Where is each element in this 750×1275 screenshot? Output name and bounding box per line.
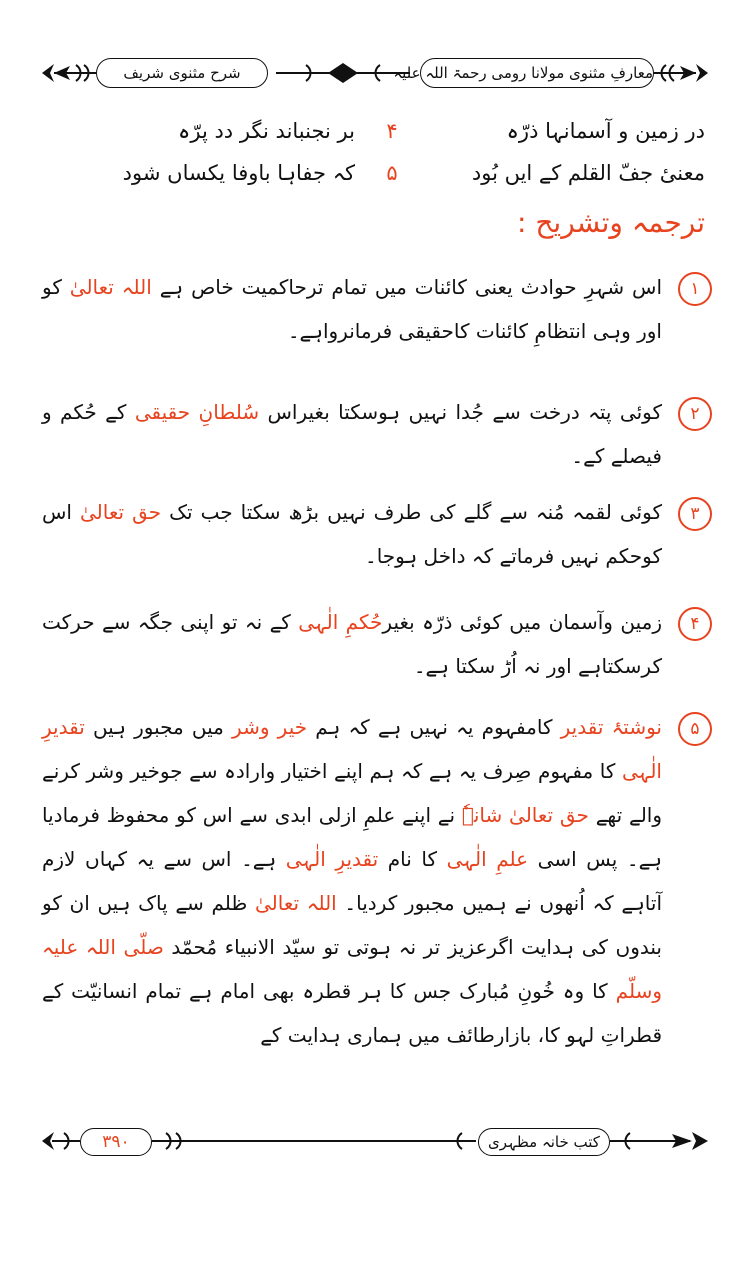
verse-line bbox=[45, 110, 705, 152]
body-text: زمین وآسمان میں کوئی ذرّہ بغیر bbox=[382, 610, 662, 634]
body-text: ہے۔ اس سے یہ کہاں لازم آتاہے کہ اُنھوں نے ہمیں مجبور کردیا۔ bbox=[42, 847, 663, 915]
body-text: ظلم سے پاک ہیں ان کو بندوں کی ہدایت اگرعزیز تر نہ ہوتی تو سیّد الانبیاء مُحمّد bbox=[42, 891, 663, 959]
highlighted-term: صلّی اللہ علیہ وسلّم bbox=[42, 935, 662, 1003]
book-title: معارفِ مثنوی مولانا رومی رحمۃ اللہ علیہ bbox=[420, 58, 654, 88]
highlighted-term: حق تعالیٰ شانہٗ bbox=[461, 803, 589, 827]
verse-hemistich-first: در زمین و آسمانہا ذرّہ bbox=[506, 119, 705, 143]
highlighted-term: اللہ تعالیٰ bbox=[255, 891, 337, 915]
body-text: کا مفہوم صِرف یہ ہے کہ ہم اپنے اختیار وارادہ سے جوخیر وشر کرنے والے تھے bbox=[42, 759, 662, 827]
verse-hemistich-second: کہ جفاہا باوفا یکساں شود bbox=[122, 161, 355, 185]
footer-rule-icon bbox=[152, 1128, 476, 1154]
verse-number: ۴ bbox=[386, 119, 398, 143]
paragraph-number-marker: ۲ bbox=[678, 397, 712, 431]
body-text: کے نہ تو اپنی جگہ سے حرکت کرسکتاہے اور نہ اُڑ سکتا ہے۔ bbox=[42, 610, 662, 678]
highlighted-term: سُلطانِ حقیقی bbox=[134, 400, 260, 424]
paragraph-3 bbox=[42, 490, 662, 578]
verse-hemistich-second: بر نجنباند نگر دد پرّہ bbox=[178, 119, 355, 143]
verse-line bbox=[45, 152, 705, 194]
paragraph-number-marker: ۳ bbox=[678, 497, 712, 531]
paragraph-1 bbox=[42, 265, 662, 353]
footer-ornament-left-icon bbox=[40, 1128, 80, 1154]
verse-hemistich-first: معنیٔ جفّ القلم کے ایں بُود bbox=[471, 161, 705, 185]
page-header bbox=[40, 52, 710, 96]
header-ornament-left-icon bbox=[40, 60, 96, 86]
page-footer bbox=[40, 1118, 710, 1162]
highlighted-term: حق تعالیٰ bbox=[79, 500, 162, 524]
body-text: نے اپنے علمِ ازلی ابدی سے اس کو محفوظ فرمادیا ہے۔ پس اسی bbox=[42, 803, 663, 871]
body-text: میں مجبور ہیں bbox=[84, 715, 233, 739]
highlighted-term: خیر وشر bbox=[232, 715, 308, 739]
body-text: کا نام bbox=[378, 847, 447, 871]
highlighted-term: نوشتۂ تقدیر bbox=[560, 715, 662, 739]
body-text: کوئی پتہ درخت سے جُدا نہیں ہوسکتا بغیراس bbox=[259, 400, 662, 424]
body-text: کامفہوم یہ نہیں ہے کہ ہم bbox=[307, 715, 561, 739]
body-text: کے حُکم و فیصلے کے۔ bbox=[42, 400, 662, 468]
body-text: کو اور وہی انتظامِ کائنات کاحقیقی فرمانرواہے۔ bbox=[42, 275, 662, 343]
header-ornament-right-icon bbox=[654, 60, 710, 86]
body-text: کوئی لقمہ مُنہ سے گلے کی طرف نہیں بڑھ سکتا جب تک bbox=[161, 500, 662, 524]
body-text: کا وہ خُونِ مُبارک جس کا ہر قطرہ بھی امام ہے تمام انسانیّت کے قطراتِ لہو کا، بازارطائف میں ہماری ہدایت کے bbox=[42, 979, 662, 1047]
section-heading: ترجمہ وتشریح : bbox=[517, 206, 705, 239]
paragraph-4 bbox=[42, 600, 662, 688]
verse-number: ۵ bbox=[386, 161, 398, 185]
highlighted-term: علمِ الٰہی bbox=[446, 847, 529, 871]
paragraph-number-marker: ١ bbox=[678, 272, 712, 306]
verse-block bbox=[45, 110, 705, 194]
paragraph-number-marker: ۵ bbox=[678, 712, 712, 746]
page-number: ۳۹۰ bbox=[80, 1128, 152, 1156]
header-ornament-center-icon bbox=[276, 60, 410, 86]
highlighted-term: اللہ تعالیٰ bbox=[69, 275, 152, 299]
paragraph-number-marker: ۴ bbox=[678, 607, 712, 641]
highlighted-term: تقدیرِ الٰہی bbox=[42, 715, 662, 783]
book-subtitle: شرح مثنوی شریف bbox=[96, 58, 268, 88]
paragraph-2 bbox=[42, 390, 662, 478]
publisher-name: کتب خانہ مظہری bbox=[478, 1128, 610, 1156]
highlighted-term: تقدیرِ الٰہی bbox=[285, 847, 379, 871]
body-text: اس شہرِ حوادث یعنی کائنات میں تمام ترحاکمیت خاص ہے bbox=[151, 275, 663, 299]
body-text: اس کوحکم نہیں فرماتے کہ داخل ہوجا۔ bbox=[42, 500, 662, 568]
footer-ornament-right-icon bbox=[610, 1128, 710, 1154]
highlighted-term: حُکمِ الٰہی bbox=[298, 610, 383, 634]
paragraph-5 bbox=[42, 705, 662, 1057]
